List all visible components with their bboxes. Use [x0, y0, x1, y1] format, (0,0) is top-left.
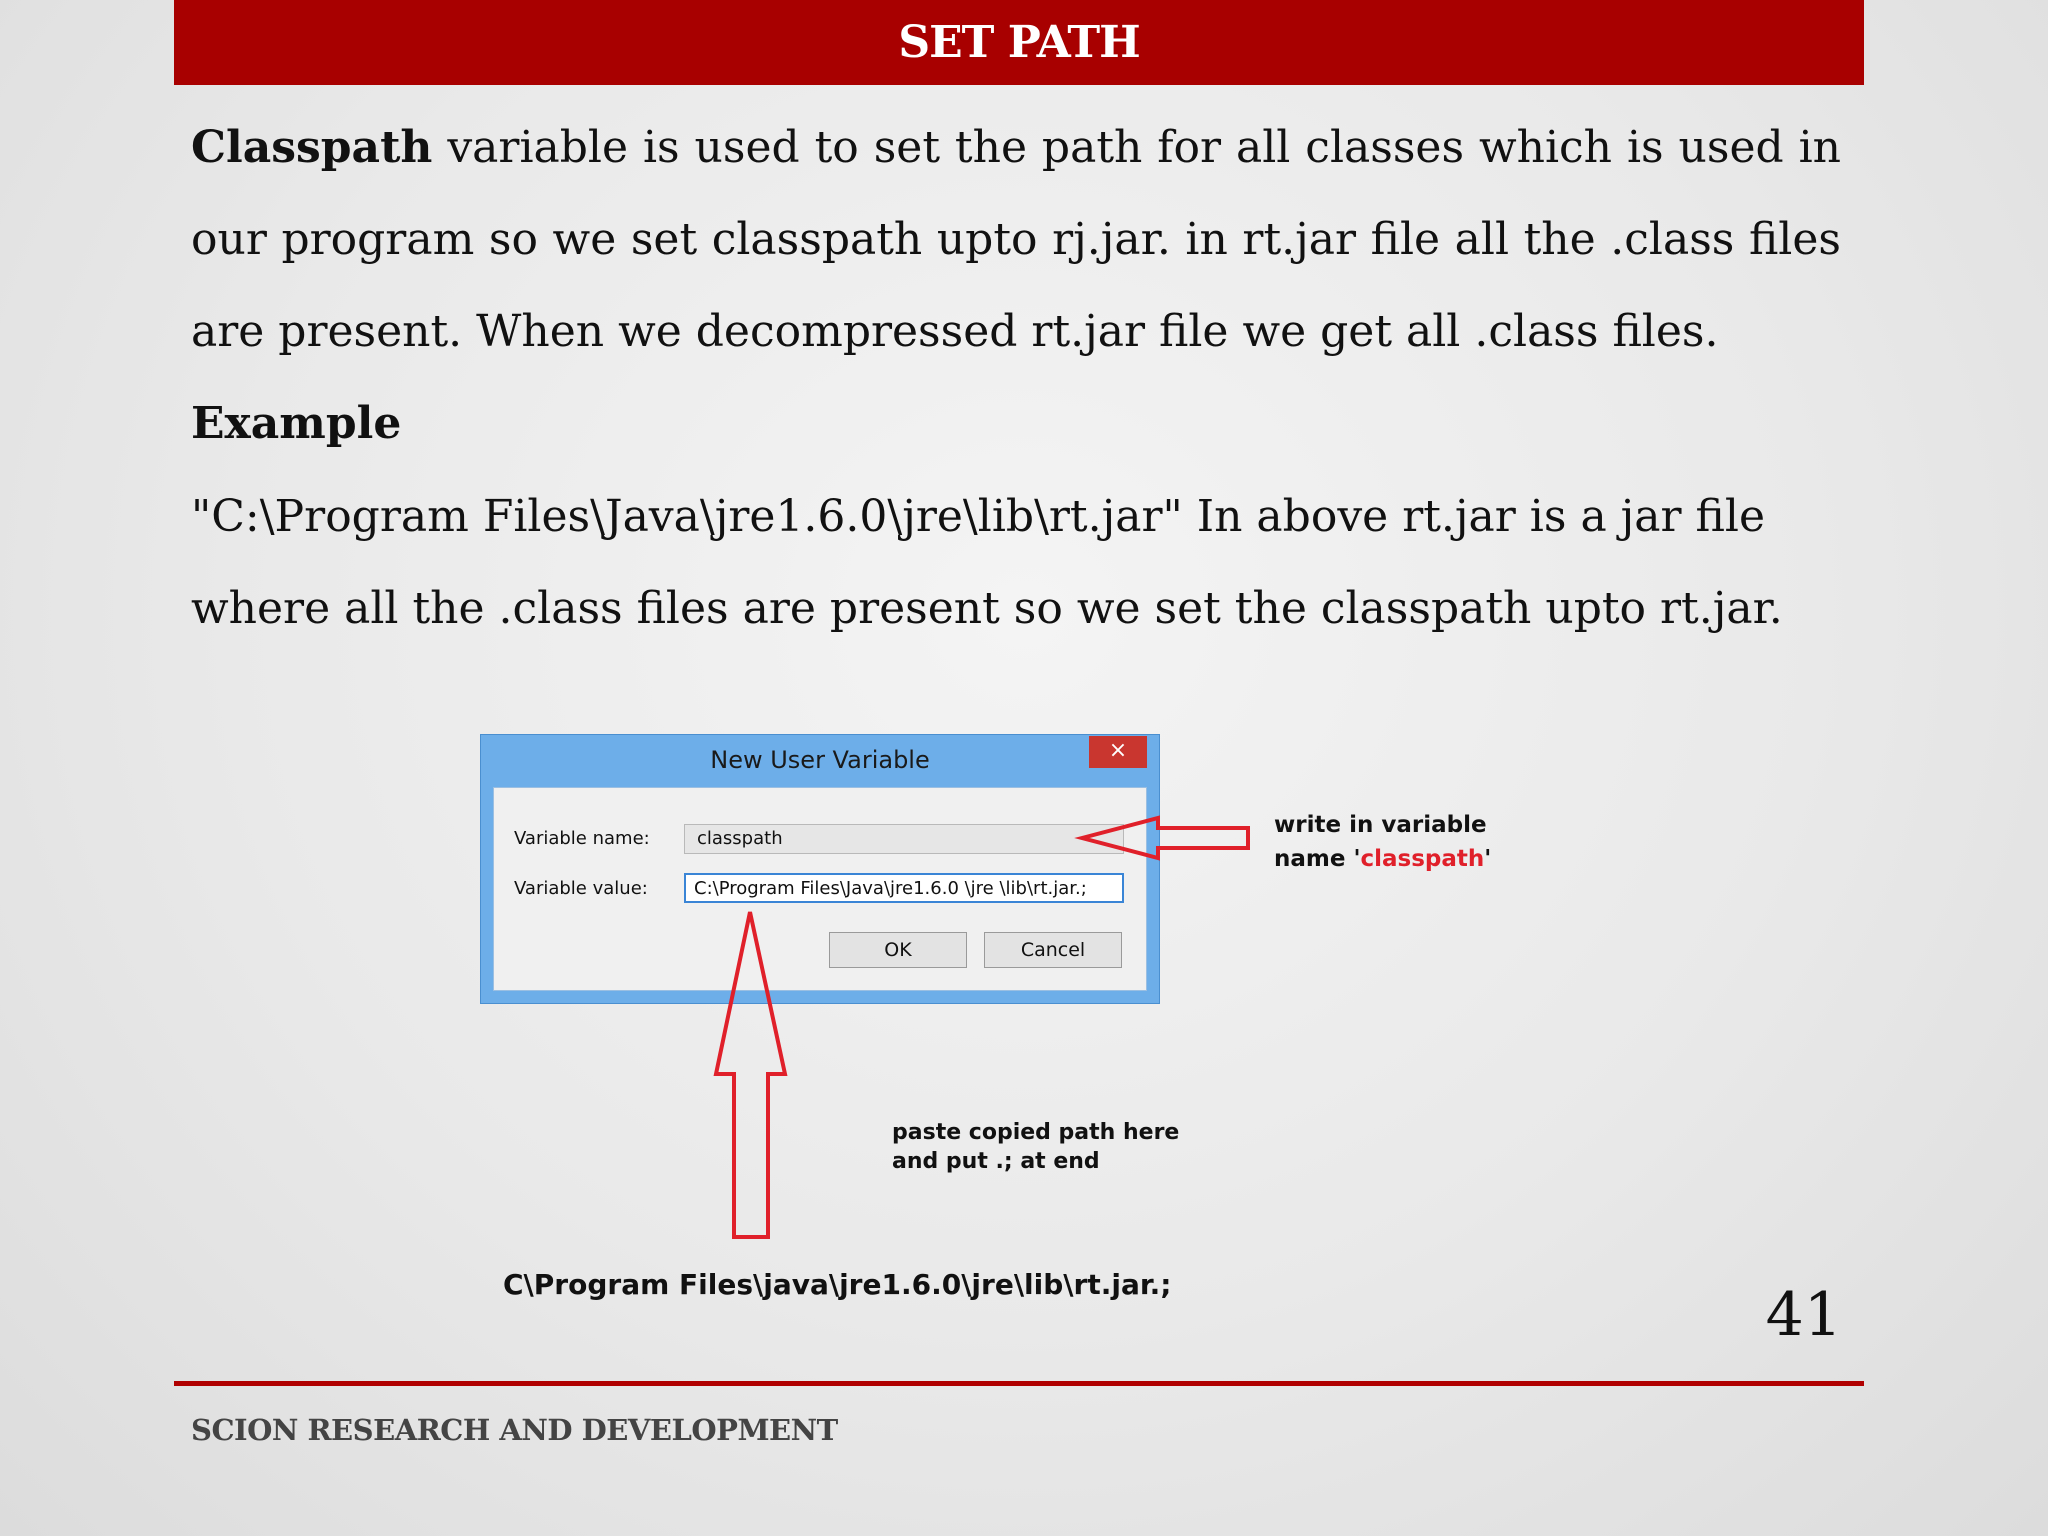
- variable-name-label: Variable name:: [514, 828, 650, 849]
- hint-prefix: name ': [1274, 846, 1361, 872]
- up-arrow-icon: [716, 912, 785, 1237]
- hint-suffix: ': [1484, 846, 1492, 872]
- left-arrow-icon: [1082, 818, 1248, 858]
- close-icon[interactable]: ×: [1089, 736, 1147, 768]
- variable-name-field[interactable]: classpath: [684, 824, 1124, 854]
- example-heading: Example: [191, 398, 402, 449]
- dialog-title: New User Variable: [710, 746, 930, 774]
- hint-highlight: classpath: [1360, 846, 1485, 872]
- variable-name-hint-line-1: write in variable: [1274, 812, 1487, 838]
- cancel-button[interactable]: Cancel: [984, 932, 1122, 968]
- classpath-description: variable is used to set the path for all classes which is used in our program so we set classpath upto rj.jar. in rt.jar file all the .class files are present. When we decompressed rt.jar file we get all .class files.: [191, 122, 1841, 357]
- ok-button[interactable]: OK: [829, 932, 967, 968]
- example-line-2: where all the .class files are present so we set the classpath upto rt.jar.: [191, 583, 1783, 634]
- variable-value-field[interactable]: C:\Program Files\Java\jre1.6.0 \jre \lib\rt.jar.;: [684, 873, 1124, 903]
- variable-name-hint-line-2: [1274, 842, 1491, 876]
- variable-value-hint-line-1: paste copied path here: [892, 1120, 1180, 1145]
- variable-value-label: Variable value:: [514, 878, 648, 899]
- footer-divider: [174, 1381, 1864, 1386]
- variable-value-hint: [892, 1118, 1179, 1176]
- page-number: 41: [1765, 1280, 1842, 1350]
- slide-title: SET PATH: [898, 17, 1140, 68]
- variable-value-hint-line-2: and put .; at end: [892, 1149, 1100, 1174]
- path-example: C\Program Files\java\jre1.6.0\jre\lib\rt.jar.;: [503, 1268, 1172, 1301]
- classpath-bold-term: Classpath: [191, 122, 433, 173]
- variable-name-hint: [1274, 808, 1491, 876]
- footer-text: SCION RESEARCH AND DEVELOPMENT: [191, 1413, 838, 1447]
- example-line-1: "C:\Program Files\Java\jre1.6.0\jre\lib\rt.jar" In above rt.jar is a jar file: [191, 491, 1766, 542]
